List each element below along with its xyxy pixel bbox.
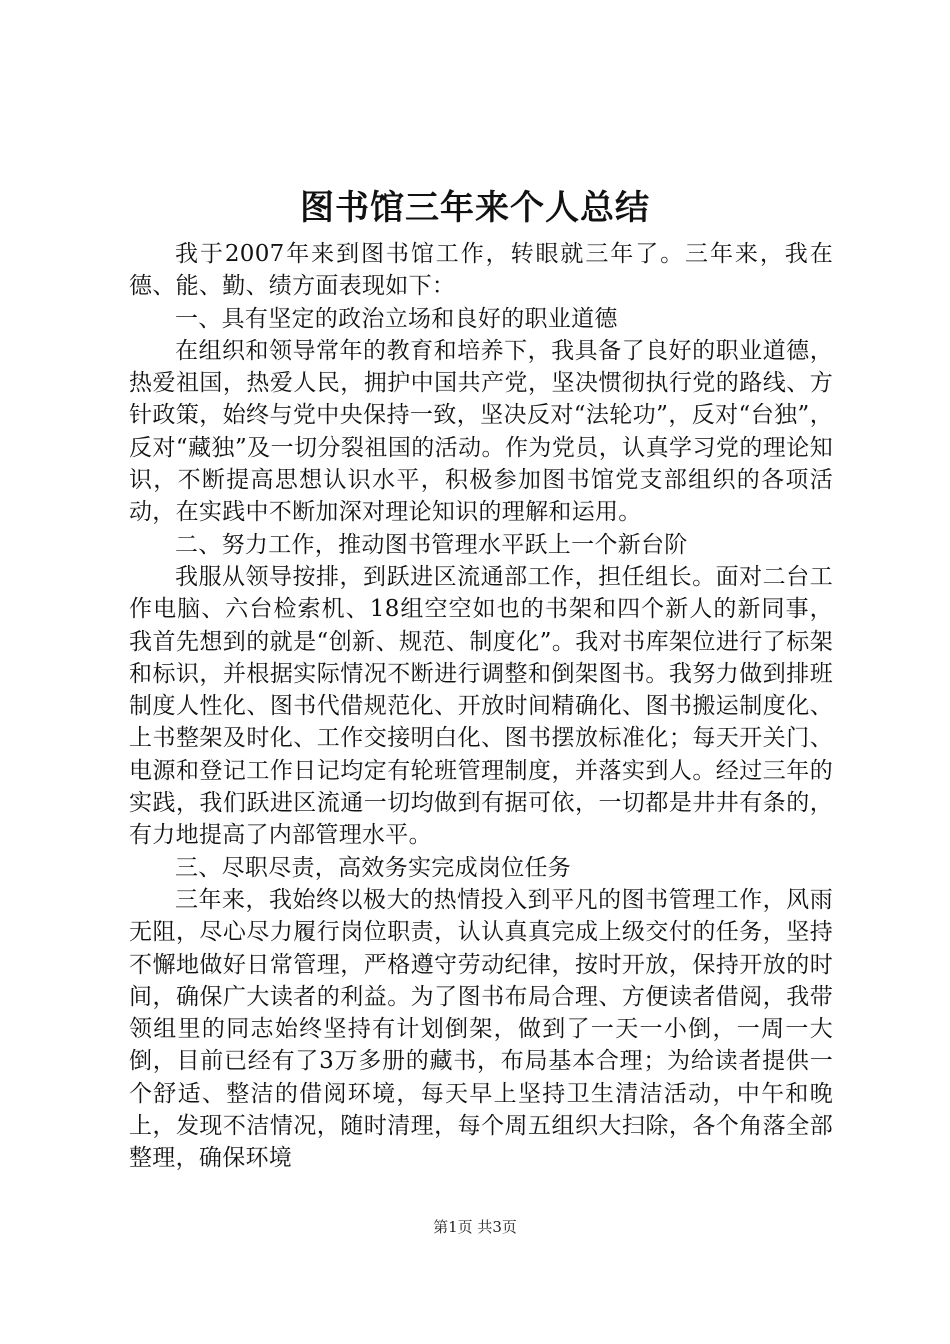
document-body	[129, 238, 833, 1175]
intro-paragraph: 我于2007年来到图书馆工作，转眼就三年了。三年来，我在德、能、勤、绩方面表现如下：	[129, 241, 833, 300]
page-footer: 第1页 共3页	[433, 1218, 517, 1236]
section-heading-2: 二、努力工作，推动图书管理水平跃上一个新台阶	[175, 531, 688, 558]
section-heading-1: 一、具有坚定的政治立场和良好的职业道德	[175, 305, 618, 332]
section-paragraph-2: 我服从领导按排，到跃进区流通部工作，担任组长。面对二台工作电脑、六台检索机、18组空空如也的书架和四个新人的新同事，我首先想到的就是“创新、规范、制度化”。我对书库架位进行了标架和标识，并根据实际情况不断进行调整和倒架图书。我努力做到排班制度人性化、图书代借规范化、开放时间精确化、图书搬运制度化、上书整架及时化、工作交接明白化、图书摆放标准化；每天开关门、电源和登记工作日记均定有轮班管理制度，并落实到人。经过三年的实践，我们跃进区流通一切均做到有据可依，一切都是井井有条的，有力地提高了内部管理水平。	[129, 563, 833, 849]
section-heading-3: 三、尽职尽责，高效务实完成岗位任务	[175, 854, 572, 881]
section-paragraph-1: 在组织和领导常年的教育和培养下，我具备了良好的职业道德，热爱祖国，热爱人民，拥护中国共产党，坚决惯彻执行党的路线、方针政策，始终与党中央保持一致，坚决反对“法轮功”，反对“台独”，反对“藏独”及一切分裂祖国的活动。作为党员，认真学习党的理论知识，不断提高思想认识水平，积极参加图书馆党支部组织的各项活动，在实践中不断加深对理论知识的理解和运用。	[129, 337, 833, 526]
section-paragraph-3: 三年来，我始终以极大的热情投入到平凡的图书管理工作，风雨无阻，尽心尽力履行岗位职责，认认真真完成上级交付的任务，坚持不懈地做好日常管理，严格遵守劳动纪律，按时开放，保持开放的时间，确保广大读者的利益。为了图书布局合理、方便读者借阅，我带领组里的同志始终坚持有计划倒架，做到了一天一小倒，一周一大倒，目前已经有了3万多册的藏书，布局基本合理；为给读者提供一个舒适、整洁的借阅环境，每天早上坚持卫生清洁活动，中午和晚上，发现不洁情况，随时清理，每个周五组织大扫除，各个角落全部整理，确保环境	[129, 886, 833, 1172]
page-title: 图书馆三年来个人总结	[300, 188, 650, 228]
